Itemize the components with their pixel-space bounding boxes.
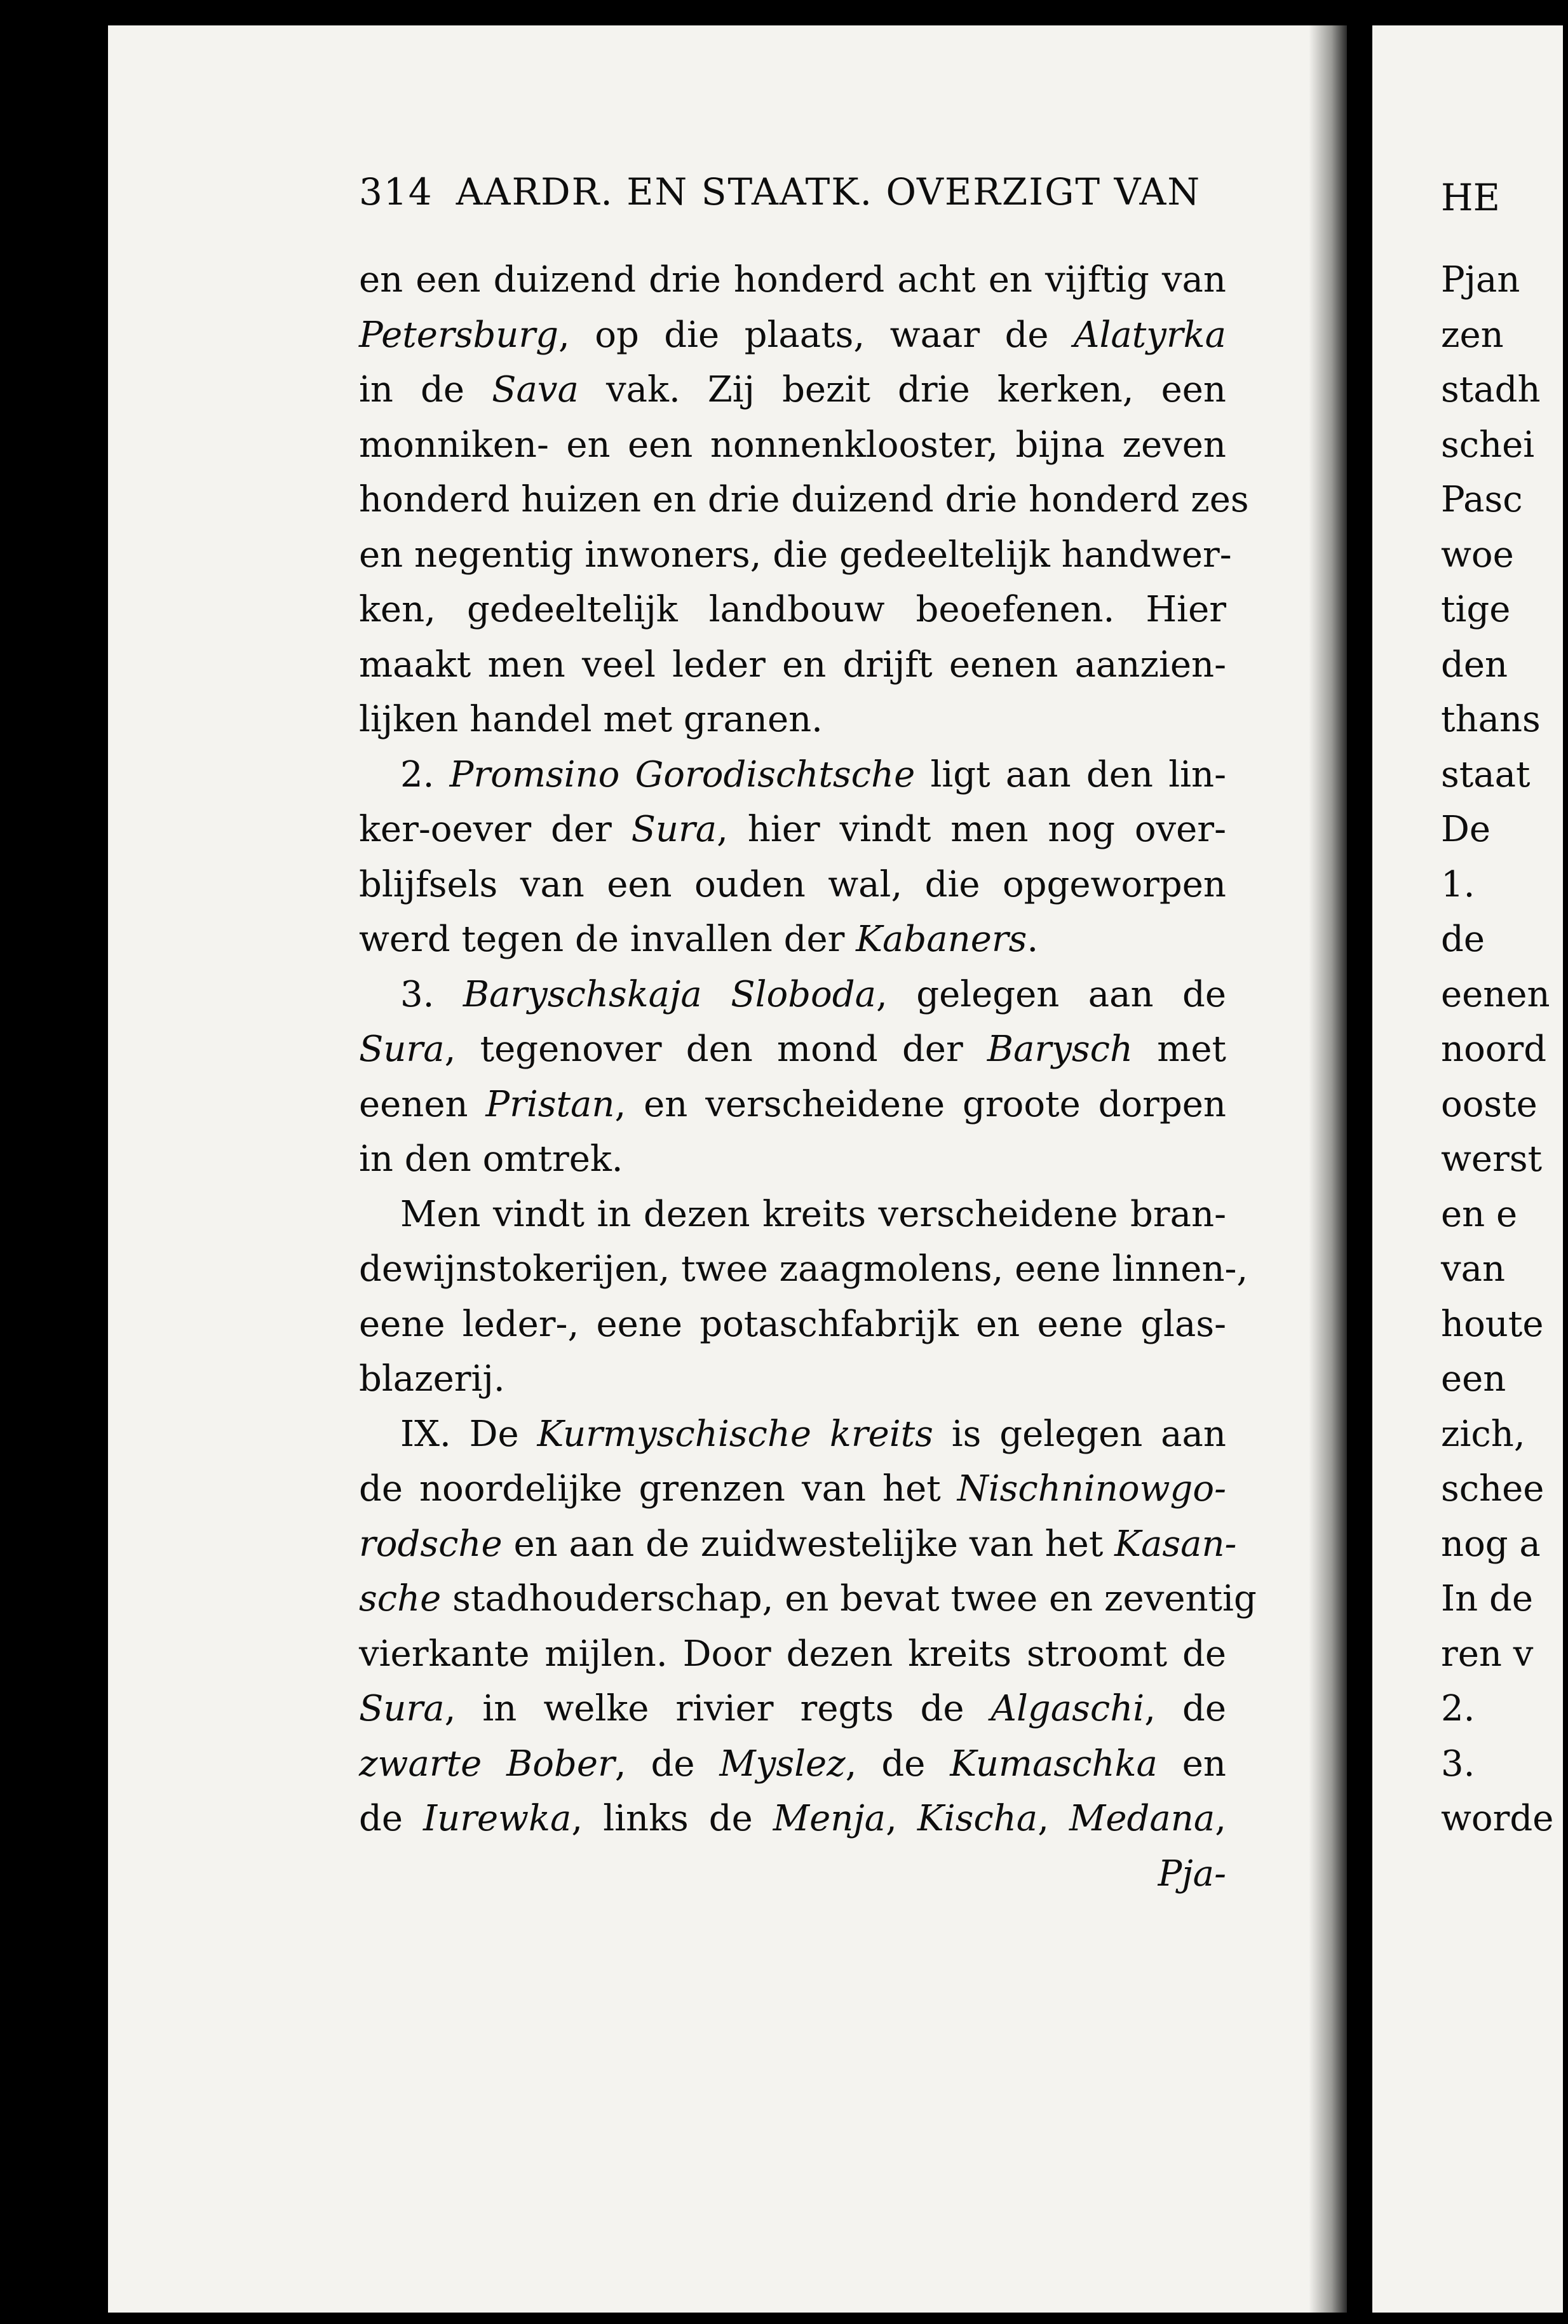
- text-run: en een duizend drie honderd acht en vijftig van: [359, 259, 1226, 301]
- text-run: vak. Zij bezit drie kerken, een: [578, 369, 1226, 410]
- text-line: [359, 1297, 1226, 1353]
- facing-line: stadh: [1441, 369, 1541, 410]
- italic-name: Kasan-: [1114, 1523, 1237, 1565]
- italic-name: Promsino Gorodischtsche: [449, 753, 916, 795]
- italic-name: zwarte Bober: [359, 1743, 615, 1785]
- body-text: [359, 253, 1257, 1902]
- text-line: [359, 1022, 1226, 1078]
- text-line: [359, 1627, 1226, 1682]
- italic-name: Pristan: [485, 1083, 615, 1125]
- text-run: vierkante mijlen. Door dezen kreits stroomt de: [359, 1633, 1226, 1675]
- facing-line: zen: [1441, 314, 1504, 356]
- text-run: ,: [1037, 1798, 1070, 1839]
- text-line: [359, 418, 1226, 473]
- facing-line: Pjan: [1441, 259, 1520, 301]
- facing-line: 3.: [1441, 1743, 1475, 1785]
- text-run: ligt aan den lin-: [915, 753, 1227, 795]
- facing-line: ooste: [1441, 1083, 1538, 1125]
- italic-name: rodsche: [359, 1523, 503, 1565]
- italic-name: Myslez: [719, 1743, 846, 1785]
- text-line: [359, 638, 1226, 693]
- facing-line: Pasc: [1441, 479, 1523, 520]
- text-run: de: [359, 1798, 424, 1839]
- text-run: ken, gedeeltelijk landbouw beoefenen. Hier: [359, 589, 1226, 630]
- text-run: , op die plaats, waar de: [558, 314, 1074, 356]
- italic-name: Nischninowgo-: [957, 1468, 1226, 1510]
- text-run: , gelegen aan de: [876, 973, 1226, 1015]
- text-line: [359, 1682, 1226, 1737]
- page-number: 314: [359, 170, 433, 213]
- italic-name: Sura: [359, 1688, 445, 1729]
- facing-line: en e: [1441, 1193, 1518, 1235]
- text-run: en: [1157, 1743, 1226, 1785]
- text-run: ker-oever der: [359, 809, 632, 850]
- text-line: [359, 858, 1226, 913]
- text-run: , in welke rivier regts de: [444, 1688, 991, 1729]
- text-line: [359, 528, 1232, 583]
- italic-name: Baryschskaja Sloboda: [463, 973, 876, 1015]
- text-run: stadhouderschap, en bevat twee en zeventig: [441, 1578, 1257, 1619]
- facing-line: noord: [1441, 1029, 1547, 1070]
- facing-line: den: [1441, 644, 1508, 686]
- facing-line: worde: [1441, 1798, 1554, 1839]
- text-run: werd tegen de invallen der: [359, 919, 856, 960]
- facing-line: houte: [1441, 1303, 1544, 1345]
- catchword: [359, 1847, 1226, 1902]
- text-line: [359, 1462, 1226, 1517]
- text-run: IX. De: [400, 1413, 537, 1455]
- text-line: [359, 968, 1226, 1023]
- facing-line: 2.: [1441, 1688, 1475, 1729]
- italic-name: Kurmyschische kreits: [537, 1413, 933, 1455]
- text-run: .: [1027, 919, 1039, 960]
- facing-line: werst: [1441, 1138, 1543, 1180]
- italic-name: sche: [359, 1578, 442, 1619]
- facing-page-text: [1441, 170, 1568, 1847]
- italic-name: Iurewka: [423, 1798, 572, 1839]
- italic-name: Menja: [773, 1798, 886, 1839]
- text-line: [359, 1737, 1226, 1792]
- text-run: honderd huizen en drie duizend drie honderd zes: [359, 479, 1249, 520]
- text-line: [359, 253, 1226, 308]
- gutter-shadow: [1309, 25, 1347, 2313]
- text-run: eenen: [359, 1083, 486, 1125]
- text-run: , de: [845, 1743, 950, 1785]
- text-line: [359, 912, 1226, 968]
- text-run: monniken- en een nonnenklooster, bijna zeven: [359, 424, 1226, 466]
- text-line: [359, 1517, 1237, 1572]
- text-line: [359, 1792, 1226, 1847]
- facing-line: 1.: [1441, 863, 1475, 905]
- italic-name: Sura: [631, 809, 717, 850]
- facing-line: schee: [1441, 1468, 1544, 1510]
- facing-line: woe: [1441, 534, 1514, 576]
- text-line: [359, 1132, 1226, 1187]
- text-run: 2.: [400, 753, 450, 795]
- facing-line: staat: [1441, 753, 1531, 795]
- facing-line: De: [1441, 809, 1491, 850]
- text-run: ,: [1215, 1798, 1227, 1839]
- text-line: [359, 802, 1226, 858]
- italic-name: Sura: [359, 1029, 445, 1070]
- text-line: [359, 1572, 1257, 1627]
- text-run: , links de: [571, 1798, 773, 1839]
- text-run: , de: [1144, 1688, 1227, 1729]
- text-line: [359, 583, 1226, 638]
- text-line: [359, 1407, 1226, 1463]
- text-run: en negentig inwoners, die gedeeltelijk handwer-: [359, 534, 1232, 576]
- facing-line: van: [1441, 1248, 1506, 1290]
- text-run: 3.: [400, 973, 463, 1015]
- text-run: in den omtrek.: [359, 1138, 623, 1180]
- facing-line: In de: [1441, 1578, 1533, 1619]
- italic-name: Kumaschka: [950, 1743, 1158, 1785]
- text-run: lijken handel met granen.: [359, 699, 823, 740]
- text-run: , de: [614, 1743, 720, 1785]
- italic-name: Kabaners: [856, 919, 1027, 960]
- italic-name: Algaschi: [990, 1688, 1145, 1729]
- text-run: in de: [359, 369, 492, 410]
- facing-line: zich,: [1441, 1413, 1525, 1455]
- text-line: [359, 308, 1226, 363]
- text-run: blijfsels van een ouden wal, die opgeworpen: [359, 863, 1226, 905]
- facing-line: ren v: [1441, 1633, 1534, 1675]
- text-run: dewijnstokerijen, twee zaagmolens, eene linnen-,: [359, 1248, 1248, 1290]
- italic-name: Alatyrka: [1074, 314, 1226, 356]
- facing-line: thans: [1441, 699, 1541, 740]
- italic-name: Kischa: [917, 1798, 1038, 1839]
- text-line: [359, 1242, 1248, 1297]
- text-run: en aan de zuidwestelijke van het: [502, 1523, 1115, 1565]
- text-run: de noordelijke grenzen van het: [359, 1468, 957, 1510]
- text-line: [359, 692, 1226, 748]
- text-run: blazerij.: [359, 1358, 505, 1400]
- text-line: [359, 1187, 1226, 1243]
- text-run: Men vindt in dezen kreits verscheidene bran-: [400, 1193, 1226, 1235]
- text-line: [359, 473, 1249, 528]
- facing-line: nog a: [1441, 1523, 1541, 1565]
- running-head: [359, 170, 1236, 213]
- text-run: is gelegen aan: [933, 1413, 1226, 1455]
- text-run: maakt men veel leder en drijft eenen aanzien-: [359, 644, 1226, 686]
- facing-running-head: HE: [1441, 176, 1500, 219]
- facing-line: de: [1441, 919, 1485, 960]
- italic-name: Medana: [1069, 1798, 1215, 1839]
- text-run: , en verscheidene groote dorpen: [614, 1083, 1226, 1125]
- text-run: eene leder-, eene potaschfabrijk en eene glas-: [359, 1303, 1226, 1345]
- text-line: [359, 363, 1226, 418]
- text-line: [359, 1352, 1226, 1407]
- text-line: [359, 748, 1226, 803]
- facing-line: eenen: [1441, 973, 1550, 1015]
- running-title: AARDR. EN STAATK. OVERZIGT VAN: [456, 170, 1201, 213]
- facing-line: een: [1441, 1358, 1506, 1400]
- text-run: , tegenover den mond der: [444, 1029, 987, 1070]
- text-run: , hier vindt men nog over-: [717, 809, 1227, 850]
- italic-name: Sava: [492, 369, 579, 410]
- text-line: [359, 1078, 1226, 1133]
- facing-line: tige: [1441, 589, 1511, 630]
- italic-name: Petersburg: [359, 314, 558, 356]
- facing-line: schei: [1441, 424, 1535, 466]
- catchword-text: Pja-: [1158, 1853, 1226, 1895]
- italic-name: Barysch: [987, 1029, 1133, 1070]
- text-run: met: [1133, 1029, 1226, 1070]
- text-run: ,: [886, 1798, 917, 1839]
